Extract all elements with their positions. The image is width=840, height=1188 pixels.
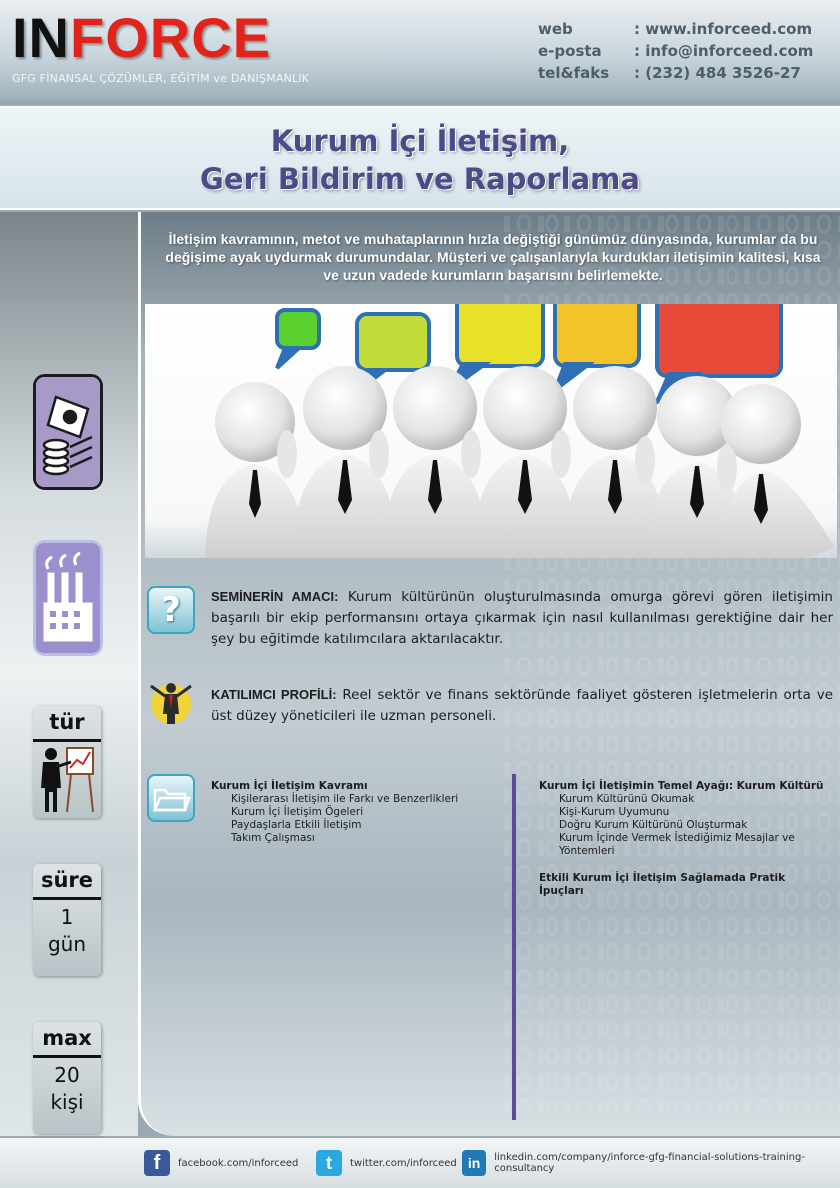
seminar-goal-label: SEMİNERİN AMACI:: [211, 589, 339, 604]
inforce-logo: INFORCE: [12, 6, 271, 69]
column-divider: [512, 774, 516, 1120]
intro-text: İletişim kavramının, metot ve muhataplarının hızla değiştiği günümüz dünyasında, kurumlar da bu değişime ayak uydurmak durumundalar. Müşteri ve çalışanlarıyla kurdukları iletişimin kalitesi, kısa ve uzun vadede kurumların başarısını belirlemekte.: [165, 231, 821, 283]
content-column-1: [211, 780, 491, 845]
col2-heading-2: Etkili Kurum İçi İletişim Sağlamada Pratik İpuçları: [539, 872, 786, 897]
content-column-2: [539, 780, 829, 898]
web-link[interactable]: : www.inforceed.com: [634, 20, 813, 38]
list-item: Kişilerarası İletişim ile Farkı ve Benzerlikleri: [231, 793, 459, 805]
email-link[interactable]: : info@inforceed.com: [634, 42, 814, 60]
twitter-link[interactable]: [316, 1150, 457, 1176]
seminar-goal-text: Kurum kültürünün oluşturulmasında omurga görevi gören iletişimin başarılı bir ekip performansını ortaya çıkarmak için nasıl kullanılması gerektiğine dair her şey bu eğitimde katılımcılara aktarılacaktır.: [211, 589, 833, 647]
duration-label: süre: [33, 864, 101, 900]
presentation-icon: [33, 742, 101, 816]
hero-illustration: [145, 304, 837, 558]
contact-info: [538, 18, 813, 84]
type-label: tür: [33, 706, 101, 742]
col2-heading: Kurum İçi İletişimin Temel Ayağı: Kurum Kültürü: [539, 780, 824, 792]
twitter-url: twitter.com/inforceed: [350, 1157, 457, 1169]
duration-box: [33, 864, 101, 976]
facebook-link[interactable]: [144, 1150, 298, 1176]
phone-value: : (232) 484 3526-27: [634, 64, 801, 82]
list-item: Kurum İçi İletişim Ögeleri: [231, 806, 364, 818]
seminar-goal: [211, 586, 833, 650]
type-box: [33, 706, 101, 818]
facebook-url: facebook.com/inforceed: [178, 1157, 299, 1169]
money-icon: [33, 374, 103, 490]
people-with-speech-bubbles-image: [145, 304, 837, 558]
participant-profile-text: Reel sektör ve finans sektöründe faaliyet gösteren işletmelerin orta ve üst düzey yöneticileri ile uzman personeli.: [211, 687, 833, 724]
capacity-label: max: [33, 1022, 101, 1058]
contact-phone: tel&faks : (232) 484 3526-27: [538, 64, 801, 82]
facebook-icon: f: [144, 1150, 170, 1176]
capacity-value: 20 kişi: [50, 1063, 84, 1114]
folder-icon: [147, 774, 195, 822]
contact-web: web : www.inforceed.com: [538, 20, 813, 38]
list-item: Paydaşlarla Etkili İletişim: [231, 819, 362, 831]
header: [0, 0, 840, 100]
left-sidebar: [0, 212, 138, 1136]
main-panel: [138, 212, 840, 1136]
company-tagline: GFG FİNANSAL ÇÖZÜMLER, EĞİTİM ve DANIŞMANLIK: [12, 72, 310, 85]
footer: [0, 1138, 840, 1188]
question-icon: ?: [147, 586, 195, 634]
title-line-2: Geri Bildirim ve Raporlama: [200, 162, 640, 196]
title-band: [0, 106, 840, 210]
linkedin-link[interactable]: [462, 1150, 840, 1176]
contact-email: e-posta : info@inforceed.com: [538, 42, 814, 60]
linkedin-icon: in: [462, 1150, 486, 1176]
participant-profile-label: KATILIMCI PROFİLİ:: [211, 687, 337, 702]
list-item: Takım Çalışması: [231, 832, 315, 844]
duration-value: 1 gün: [47, 905, 87, 956]
list-item: Kurum İçinde Vermek İstediğimiz Mesajlar ve Yöntemleri: [559, 832, 795, 857]
factory-icon: [33, 540, 103, 656]
twitter-icon: t: [316, 1150, 342, 1176]
list-item: Kurum Kültürünü Okumak: [559, 793, 695, 805]
list-item: Kişi-Kurum Uyumunu: [559, 806, 670, 818]
list-item: Doğru Kurum Kültürünü Oluşturmak: [559, 819, 748, 831]
capacity-box: [33, 1022, 101, 1134]
col1-heading: Kurum İçi İletişim Kavramı: [211, 780, 368, 792]
title-line-1: Kurum İçi İletişim,: [270, 124, 570, 158]
page-title: [0, 122, 840, 198]
presenter-person-icon: [147, 678, 195, 726]
linkedin-url: linkedin.com/company/inforce-gfg-financial-solutions-training-consultancy: [494, 1152, 805, 1174]
participant-profile: [211, 684, 833, 727]
